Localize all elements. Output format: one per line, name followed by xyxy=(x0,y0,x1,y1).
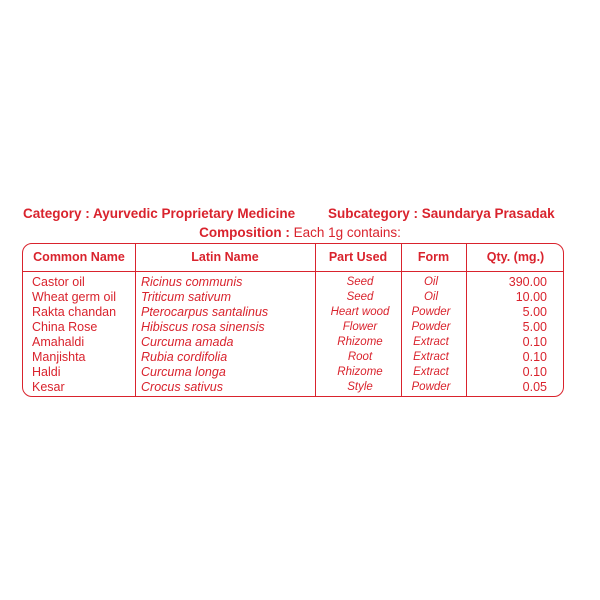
part-used-cell: Root xyxy=(347,351,373,363)
form-cell: Powder xyxy=(411,321,451,333)
qty-cell: 0.10 xyxy=(522,335,547,349)
form-cell: Powder xyxy=(411,381,451,393)
common-name-cell: Castor oil xyxy=(32,275,85,289)
qty-cell: 10.00 xyxy=(515,290,547,304)
qty-cell: 390.00 xyxy=(508,275,547,289)
latin-name-cell: Curcuma longa xyxy=(141,365,226,379)
header-common-name: Common Name xyxy=(33,250,125,264)
header-part-used: Part Used xyxy=(328,250,388,264)
qty-cell: 0.10 xyxy=(522,365,547,379)
qty-cell: 5.00 xyxy=(522,305,547,319)
latin-name-cell: Ricinus communis xyxy=(141,275,243,289)
composition-text: Each 1g contains: xyxy=(289,225,401,240)
common-name-cell: Manjishta xyxy=(32,350,86,364)
category-label: Category : Ayurvedic Proprietary Medicine xyxy=(23,206,296,221)
subcategory-label: Subcategory : Saundarya Prasadak xyxy=(328,206,555,221)
table-row xyxy=(23,350,563,365)
common-name-cell: Wheat germ oil xyxy=(32,290,117,304)
header-qty: Qty. (mg.) xyxy=(486,250,545,264)
qty-cell: 0.05 xyxy=(522,380,547,394)
table-row xyxy=(23,320,563,335)
part-used-cell: Rhizome xyxy=(337,366,383,378)
table-row xyxy=(23,335,563,350)
table-row xyxy=(23,275,563,290)
part-used-cell: Seed xyxy=(346,276,374,288)
table-row xyxy=(23,365,563,380)
common-name-cell: Kesar xyxy=(32,380,65,394)
latin-name-cell: Curcuma amada xyxy=(141,335,234,349)
table-row xyxy=(23,380,563,395)
form-cell: Extract xyxy=(413,366,449,378)
qty-cell: 5.00 xyxy=(522,320,547,334)
header-divider xyxy=(23,271,563,272)
part-used-cell: Rhizome xyxy=(337,336,383,348)
latin-name-cell: Crocus sativus xyxy=(141,380,223,394)
latin-name-cell: Pterocarpus santalinus xyxy=(141,305,269,319)
part-used-cell: Seed xyxy=(346,291,374,303)
form-cell: Oil xyxy=(423,276,439,288)
header-form: Form xyxy=(417,250,450,264)
form-cell: Oil xyxy=(423,291,439,303)
table-row xyxy=(23,290,563,305)
form-cell: Powder xyxy=(411,306,451,318)
composition-label: Composition : xyxy=(199,225,290,240)
common-name-cell: Haldi xyxy=(32,365,61,379)
form-cell: Extract xyxy=(413,351,449,363)
qty-cell: 0.10 xyxy=(522,350,547,364)
header-latin-name: Latin Name xyxy=(191,250,259,264)
part-used-cell: Flower xyxy=(342,321,378,333)
latin-name-cell: Hibiscus rosa sinensis xyxy=(141,320,265,334)
form-cell: Extract xyxy=(413,336,449,348)
composition-line xyxy=(0,225,600,240)
latin-name-cell: Rubia cordifolia xyxy=(141,350,228,364)
composition-table xyxy=(22,243,564,397)
part-used-cell: Style xyxy=(347,381,373,393)
latin-name-cell: Triticum sativum xyxy=(141,290,232,304)
common-name-cell: Rakta chandan xyxy=(32,305,117,319)
common-name-cell: Amahaldi xyxy=(32,335,85,349)
common-name-cell: China Rose xyxy=(32,320,98,334)
part-used-cell: Heart wood xyxy=(330,306,390,318)
table-body xyxy=(23,275,563,395)
table-row xyxy=(23,305,563,320)
